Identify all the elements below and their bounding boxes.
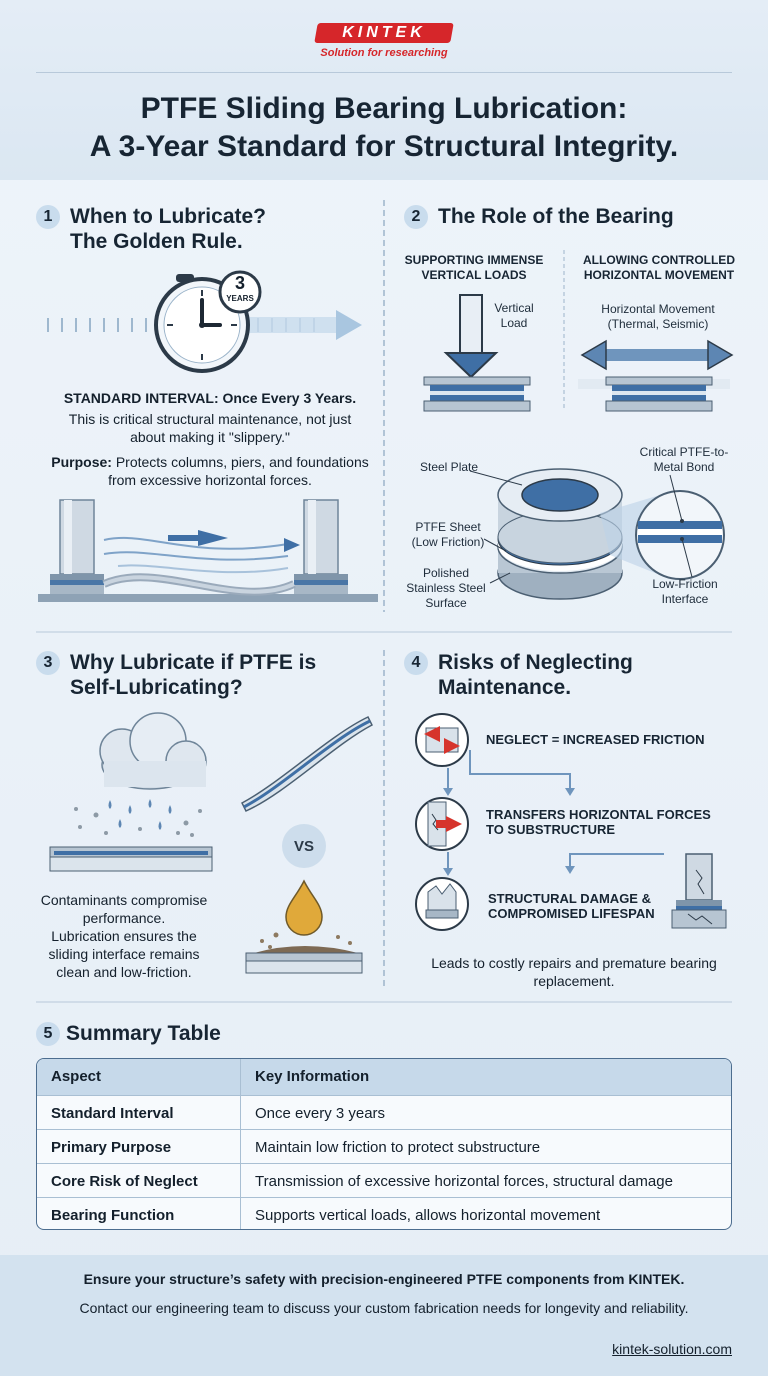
footer-contact: Contact our engineering team to discuss your custom fabrication needs for longevity and reliability. [79,1300,689,1316]
critical-maintenance-text [36,410,384,446]
summary-table [36,1058,732,1230]
section4-title-line2: Maintenance. [438,676,572,699]
table-cell-aspect: Bearing Function [51,1207,175,1224]
steel-plate-label: Steel Plate [420,460,479,474]
contaminants-line5: clean and low-friction. [56,964,192,980]
contaminants-line4: sliding interface remains [48,946,200,962]
section3-title-line1: Why Lubricate if PTFE is [70,651,317,674]
table-cell-info: Transmission of excessive horizontal forces, structural damage [255,1173,673,1190]
risk-step1: NEGLECT = INCREASED FRICTION [486,732,705,747]
table-cell-aspect: Core Risk of Neglect [51,1173,198,1190]
purpose-text [30,453,390,489]
risk-result-line2: replacement. [533,973,615,989]
table-cell-aspect: Standard Interval [51,1105,174,1122]
brand-name: KINTEK [342,24,426,41]
contaminants-line3: Lubrication ensures the [51,928,197,944]
critical-line1: This is critical structural maintenance, not just [68,411,352,427]
contaminants-line2: performance. [82,910,166,926]
vertical-heading-line1: SUPPORTING IMMENSE [404,253,544,267]
horizontal-movement-line1: Horizontal Movement [601,302,715,316]
table-column-divider [240,1059,241,1230]
section4-number: 4 [404,651,428,675]
section4-title [438,650,633,700]
horizontal-movement-line2: (Thermal, Seismic) [607,317,709,331]
section2-number: 2 [404,205,428,229]
vs-label: VS [293,838,314,855]
vertical-load-line2: Load [500,316,528,330]
interface-line1: Low-Friction [652,577,718,591]
risk-step3-line1: STRUCTURAL DAMAGE & [488,891,651,906]
purpose-line1: Protects columns, piers, and foundations [111,454,369,470]
section5-title: Summary Table [66,1022,221,1045]
polished-steel-label [396,566,496,611]
clock-timeline-illustration [40,270,370,380]
columns-forces-illustration [38,500,378,610]
contaminants-text [36,891,212,981]
risk-result-line1: Leads to costly repairs and premature bearing [431,955,717,971]
bond-line2: Metal Bond [653,460,715,474]
section3-title-line2: Self-Lubricating? [70,676,243,699]
section3-number: 3 [36,651,60,675]
table-cell-info: Maintain low friction to protect substructure [255,1139,541,1156]
section4-title-line1: Risks of Neglecting [438,651,633,674]
purpose-line2: from excessive horizontal forces. [108,472,312,488]
contaminants-line1: Contaminants compromise [40,892,208,908]
section1-title-line2: The Golden Rule. [70,230,243,253]
horizontal-movement-heading [574,253,744,283]
vertical-load-label [482,301,546,331]
table-cell-aspect: Primary Purpose [51,1139,172,1156]
risk-result-text [404,954,744,990]
risk-step2 [486,807,726,837]
website-link[interactable]: kintek-solution.com [612,1341,732,1357]
footer-cta: Ensure your structure’s safety with precision-engineered PTFE components from KINTEK. [83,1271,685,1287]
polished-line1: Polished [422,566,470,580]
table-row [37,1197,732,1230]
section1-number: 1 [36,205,60,229]
clock-badge-number: 3 [234,273,245,293]
table-header-row [37,1059,732,1095]
risk-step2-line2: TO SUBSTRUCTURE [486,822,616,837]
clock-badge-unit: YEARS [226,294,254,303]
horizontal-heading-line2: HORIZONTAL MOVEMENT [583,268,735,282]
table-cell-info: Once every 3 years [255,1105,386,1122]
page-title-line1: PTFE Sliding Bearing Lubrication: [140,92,628,125]
purpose-label: Purpose: [51,454,112,470]
table-row [37,1095,732,1129]
ptfe-sheet-line1: PTFE Sheet [415,520,481,534]
section2-title: The Role of the Bearing [438,205,674,228]
brand-tagline: Solution for researching [320,47,448,59]
critical-line2: about making it "slippery." [130,429,290,445]
section3-title [70,650,316,700]
vertical-loads-heading [394,253,554,283]
ptfe-sheet-label [398,520,498,550]
ptfe-sheet-line2: (Low Friction) [411,535,485,549]
table-row [37,1163,732,1197]
vertical-load-line1: Vertical [494,301,534,315]
table-header-aspect: Aspect [51,1068,102,1085]
rain-cloud-icon [100,713,206,789]
table-cell-info: Supports vertical loads, allows horizontal movement [255,1207,601,1224]
ptfe-metal-bond-label [626,445,742,475]
low-friction-interface-label [630,577,740,607]
polished-line3: Surface [425,596,467,610]
table-header-key-info: Key Information [255,1068,370,1085]
polished-line2: Stainless Steel [406,581,486,595]
horizontal-movement-label [578,302,738,332]
risk-step3-line2: COMPROMISED LIFESPAN [488,906,655,921]
horizontal-heading-line1: ALLOWING CONTROLLED [583,253,735,267]
risk-step2-line1: TRANSFERS HORIZONTAL FORCES [486,807,711,822]
page-title-line2: A 3-Year Standard for Structural Integrity. [89,130,679,163]
vertical-heading-line2: VERTICAL LOADS [421,268,527,282]
bond-line1: Critical PTFE-to- [639,445,729,459]
interface-line2: Interface [661,592,709,606]
table-row [37,1129,732,1163]
section1-title-line1: When to Lubricate? [70,205,266,228]
section5-number: 5 [36,1022,60,1046]
interval-heading: STANDARD INTERVAL: Once Every 3 Years. [63,390,357,406]
risk-step3 [488,891,668,921]
section1-title [70,204,266,254]
